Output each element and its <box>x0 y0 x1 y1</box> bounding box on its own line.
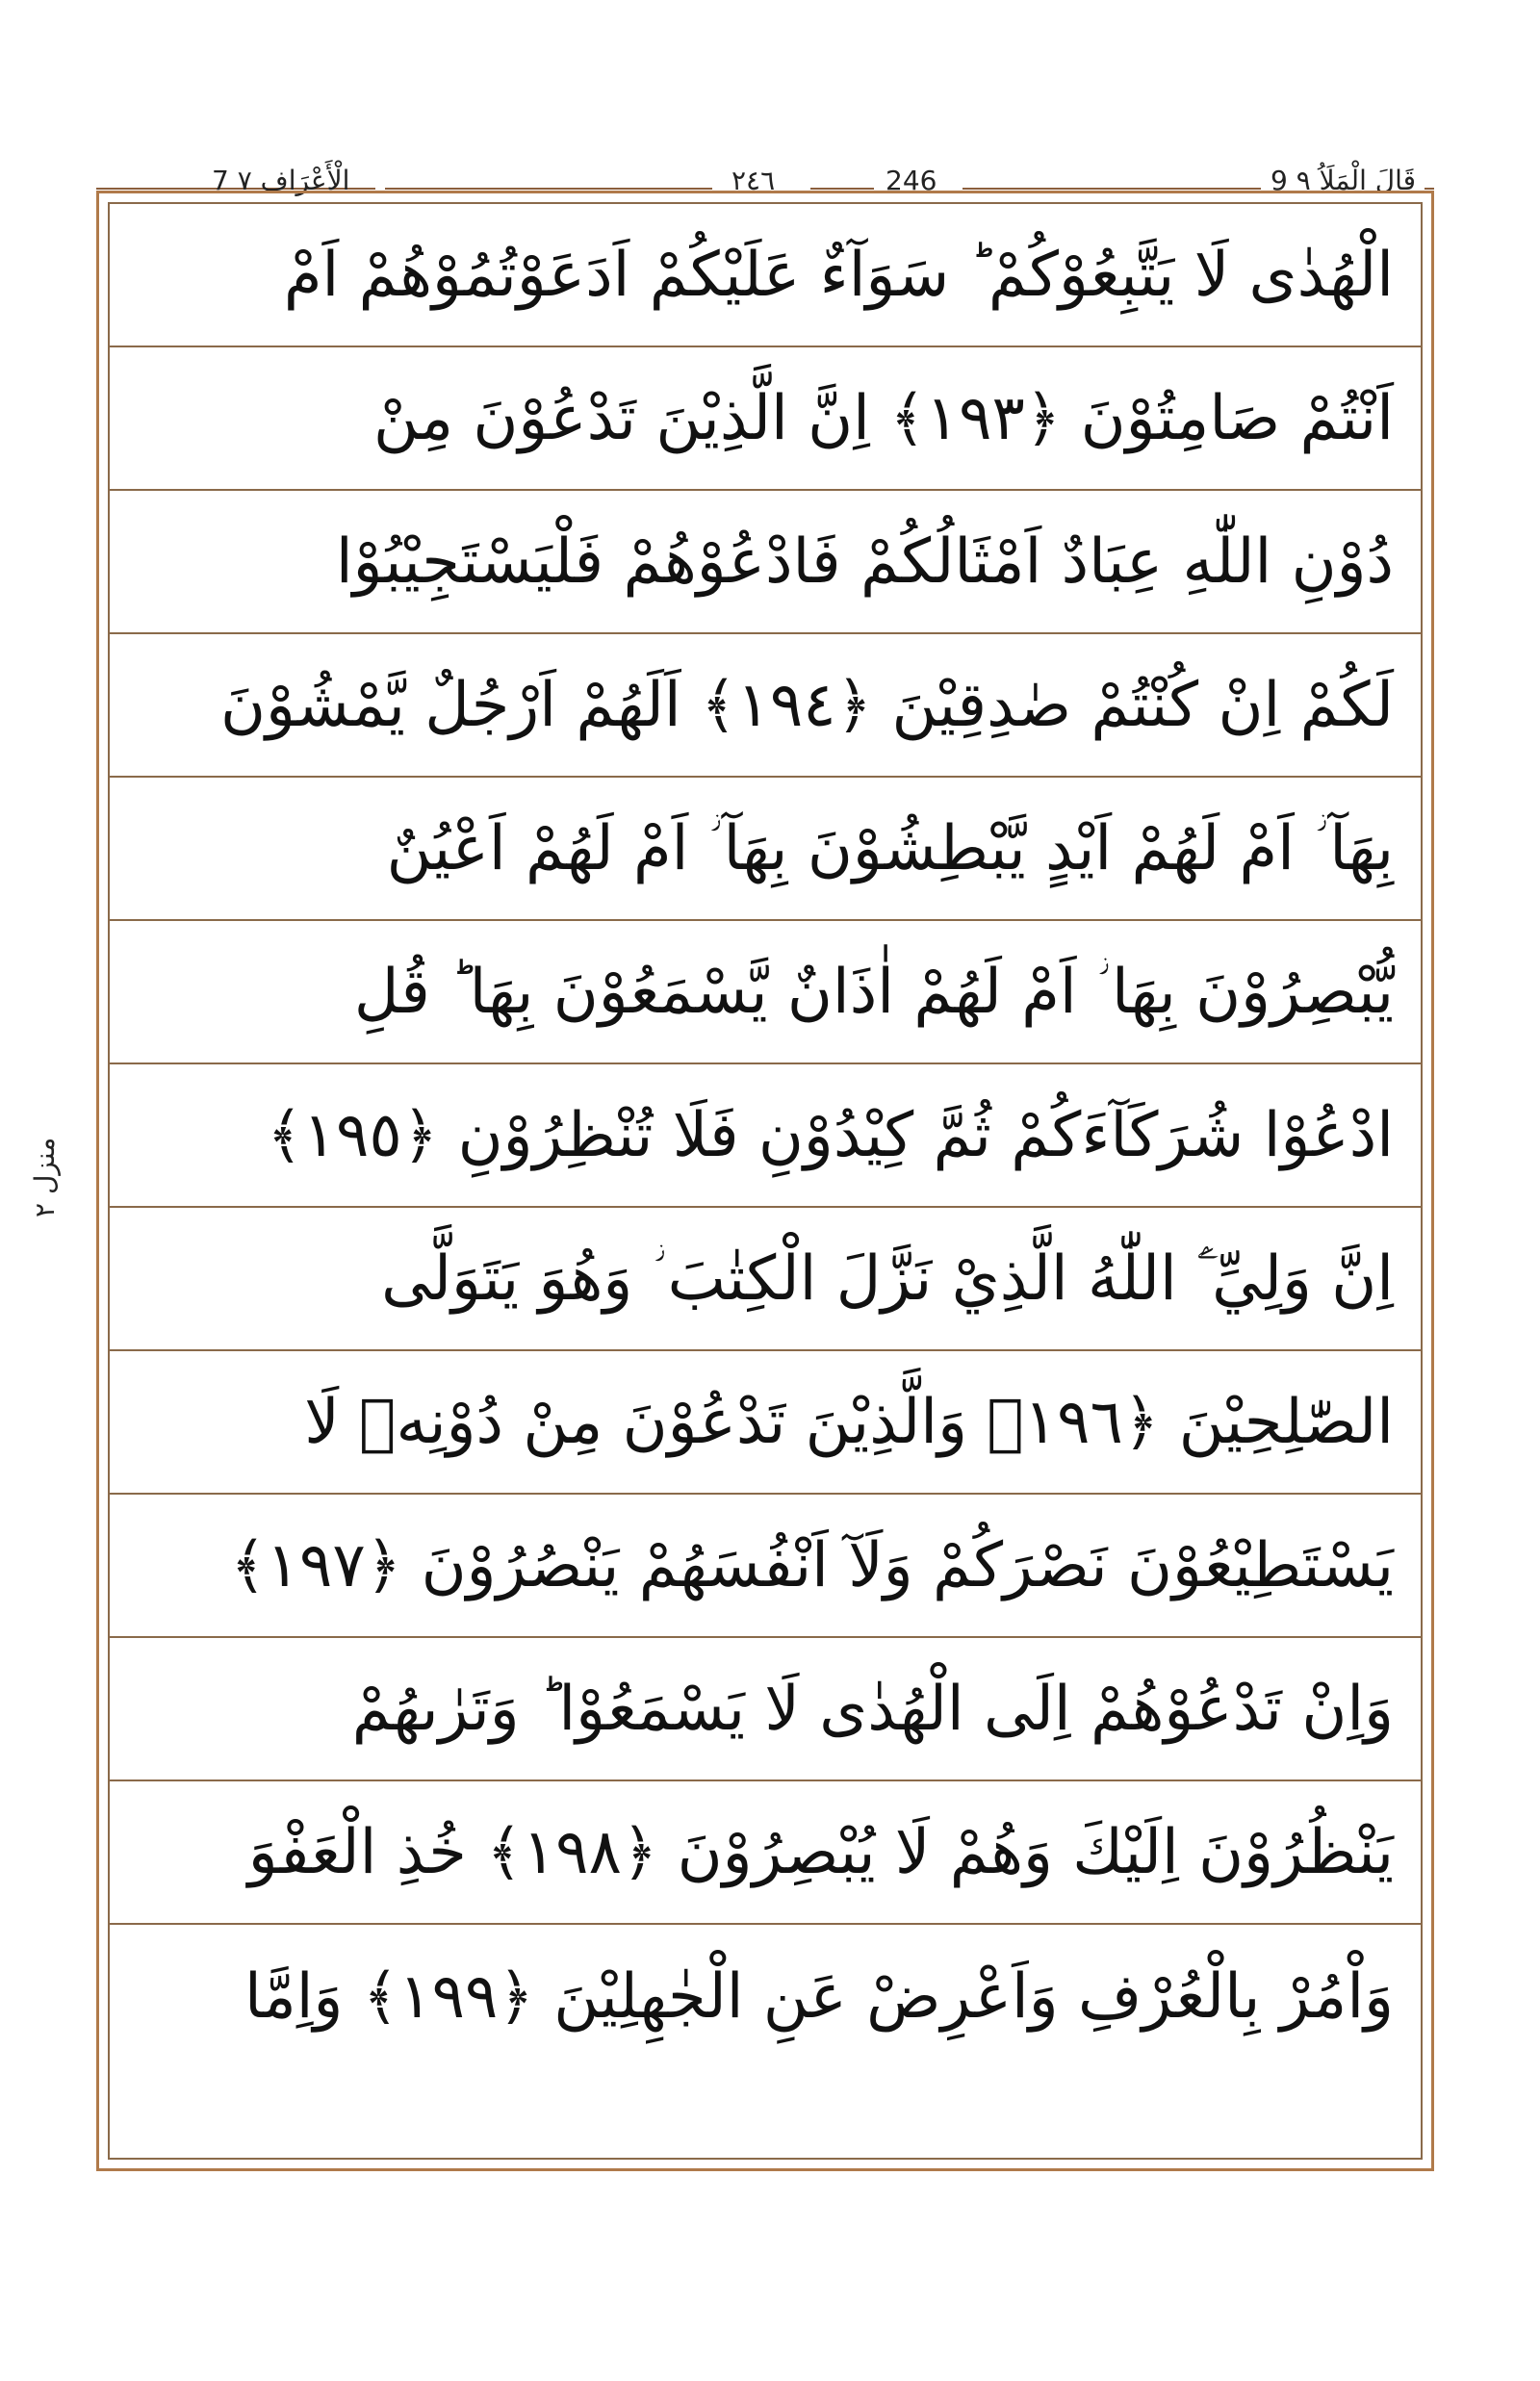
quran-line: لَكُمْ اِنْ كُنْتُمْ صٰدِقِيْنَ ﴿١٩٤﴾ اَلَهُمْ اَرْجُلٌ يَّمْشُوْنَ <box>110 634 1421 778</box>
juz-name: 9 قَالَ الْمَلَاُ ٩ <box>1270 165 1417 196</box>
page-number-arabic: ٢٤٦ <box>732 165 776 196</box>
quran-line: يَنْظُرُوْنَ اِلَيْكَ وَهُمْ لَا يُبْصِرُوْنَ ﴿١٩٨﴾ خُذِ الْعَفْوَ <box>110 1781 1421 1925</box>
quran-line: اِنَّ وَلِيِّ َۧ اللّٰهُ الَّذِيْ نَزَّلَ الْكِتٰبَ ؗ وَهُوَ يَتَوَلَّى <box>110 1208 1421 1351</box>
header-rule <box>385 188 712 190</box>
page-number: 246 <box>886 165 937 196</box>
quran-line: وَاْمُرْ بِالْعُرْفِ وَاَعْرِضْ عَنِ الْجٰهِلِيْنَ ﴿١٩٩﴾ وَاِمَّا <box>244 1961 1394 2033</box>
quran-text-body <box>110 204 1421 2068</box>
manzil-marker: منزل ٢ <box>29 1137 61 1217</box>
header-rule <box>810 188 874 190</box>
quran-line: دُوْنِ اللّٰهِ عِبَادٌ اَمْثَالُكُمْ فَادْعُوْهُمْ فَلْيَسْتَجِيْبُوْا <box>110 491 1421 634</box>
quran-line: بِهَآ ؗ اَمْ لَهُمْ اَيْدٍ يَّبْطِشُوْنَ بِهَآ ؗ اَمْ لَهُمْ اَعْيُنٌ <box>110 778 1421 921</box>
quran-line: يُّبْصِرُوْنَ بِهَا ؗ اَمْ لَهُمْ اٰذَانٌ يَّسْمَعُوْنَ بِهَا ؕ قُلِ <box>110 921 1421 1064</box>
quran-line: الْهُدٰى لَا يَتَّبِعُوْكُمْ ؕ سَوَآءٌ عَلَيْكُمْ اَدَعَوْتُمُوْهُمْ اَمْ <box>110 204 1421 347</box>
quran-line: وَاِنْ تَدْعُوْهُمْ اِلَى الْهُدٰى لَا يَسْمَعُوْا ؕ وَتَرٰىهُمْ <box>110 1638 1421 1781</box>
header-rule-right <box>1424 188 1434 190</box>
quran-line: يَسْتَطِيْعُوْنَ نَصْرَكُمْ وَلَآ اَنْفُسَهُمْ يَنْصُرُوْنَ ﴿١٩٧﴾ <box>110 1495 1421 1638</box>
header-rule <box>962 188 1261 190</box>
surah-name: 7 الْأَعْرَاف ٧ <box>212 165 350 196</box>
quran-line: ادْعُوْا شُرَكَآءَكُمْ ثُمَّ كِيْدُوْنِ فَلَا تُنْظِرُوْنِ ﴿١٩٥﴾ <box>110 1064 1421 1208</box>
quran-line: اَنْتُمْ صَامِتُوْنَ ﴿١٩٣﴾ اِنَّ الَّذِيْنَ تَدْعُوْنَ مِنْ <box>110 347 1421 491</box>
quran-line: الصّٰلِحِيْنَ ﴿١٩٦﴾ وَالَّذِيْنَ تَدْعُوْنَ مِنْ دُوْنِهٖ لَا <box>110 1351 1421 1495</box>
